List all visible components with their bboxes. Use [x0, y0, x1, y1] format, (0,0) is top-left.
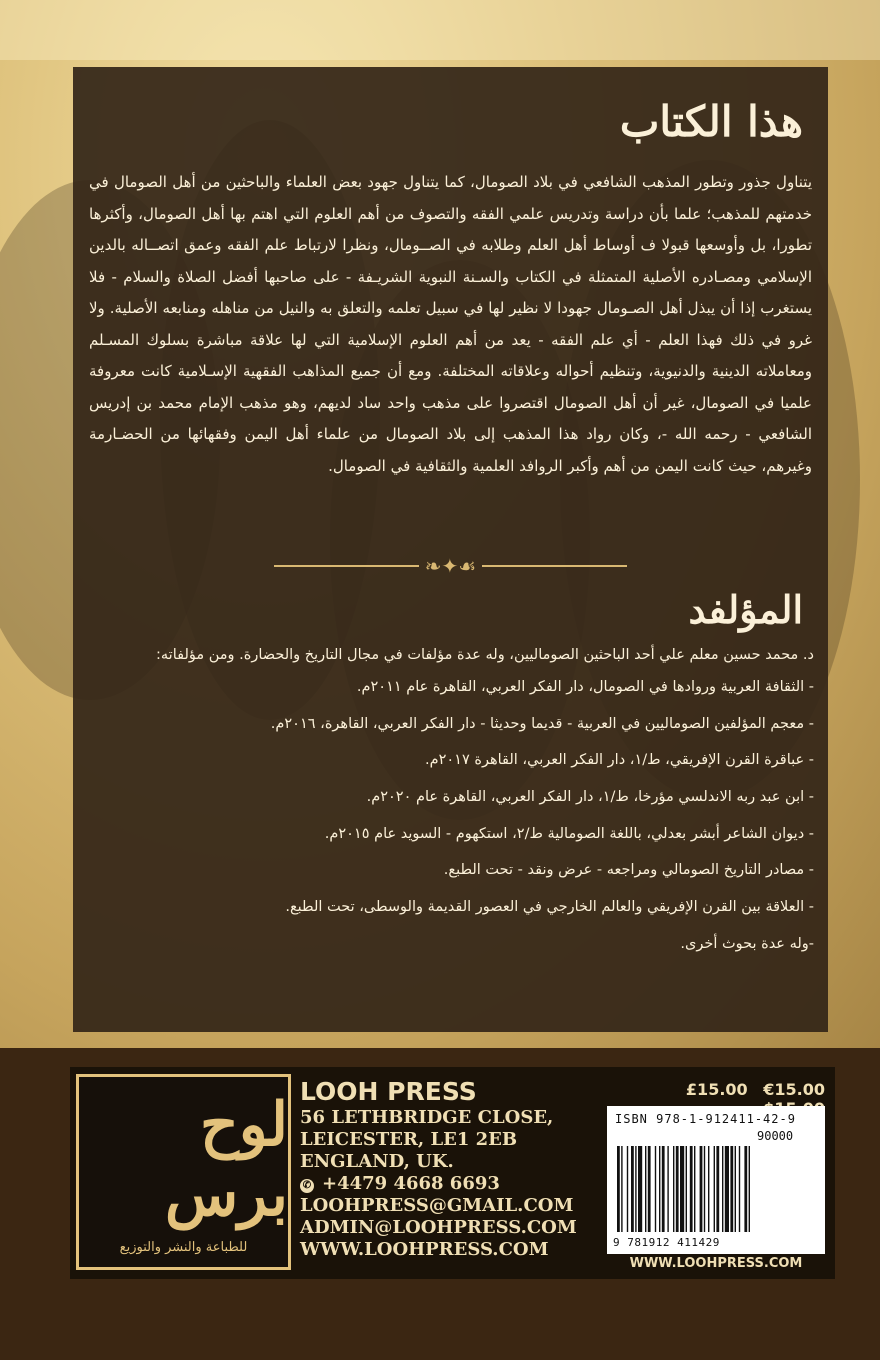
logo-tagline: للطباعة والنشر والتوزيع: [119, 1239, 248, 1255]
barcode-digits: 9 781912 411429: [613, 1236, 720, 1249]
address-line: LEICESTER, LE1 2EB: [300, 1129, 518, 1150]
author-work-item: -وله عدة بحوث أخرى.: [680, 935, 814, 952]
barcode-bar: [716, 1146, 719, 1232]
barcode-bar: [722, 1146, 723, 1232]
barcode-bar: [645, 1146, 646, 1232]
barcode-bar: [735, 1146, 736, 1232]
email-link[interactable]: LOOHPRESS@GMAIL.COM: [300, 1195, 574, 1216]
barcode-bar: [627, 1146, 628, 1232]
ornamental-divider: [73, 555, 828, 577]
barcode-bar: [635, 1146, 636, 1232]
author-intro: د. محمد حسين معلم علي أحد الباحثين الصوماليين، وله عدة مؤلفات في مجال التاريخ والحضارة. ومن مؤلفاته:: [156, 647, 814, 663]
author-works-list: [87, 677, 814, 971]
barcode-bar: [694, 1146, 695, 1232]
barcode-bar: [730, 1146, 733, 1232]
divider-line: [482, 565, 627, 567]
author-work-item: - مصادر التاريخ الصومالي ومراجعه - عرض ونقد - تحت الطبع.: [443, 862, 814, 879]
barcode-bar: [662, 1146, 665, 1232]
barcode-bar: [739, 1146, 740, 1232]
barcode-bar: [631, 1146, 634, 1232]
barcode-bar: [704, 1146, 705, 1232]
publisher-name: LOOH PRESS: [300, 1077, 477, 1106]
barcode-bar: [655, 1146, 656, 1232]
price-eur: €15.00: [763, 1080, 825, 1099]
price-gbp: £15.00: [685, 1080, 748, 1099]
barcode-bar: [648, 1146, 651, 1232]
whatsapp-icon: ✆: [300, 1179, 314, 1193]
author-work-item: - العلاقة بين القرن الإفريقي والعالم الخارجي في العصور القديمة والوسطى، تحت الطبع.: [285, 899, 814, 916]
barcode-bar: [667, 1146, 668, 1232]
barcode-bar: [621, 1146, 622, 1232]
phone-line: [300, 1173, 577, 1195]
barcode-addon: 90000: [757, 1129, 794, 1143]
barcode-bar: [659, 1146, 660, 1232]
barcode-bar: [744, 1146, 747, 1232]
barcode-bar: [673, 1146, 674, 1232]
barcode-bars: [613, 1146, 819, 1234]
address-line: 56 LETHBRIDGE CLOSE,: [300, 1107, 554, 1128]
barcode-bar: [676, 1146, 679, 1232]
barcode-bar: [638, 1146, 642, 1232]
description-panel: [73, 67, 828, 1032]
barcode-bar: [749, 1146, 750, 1232]
about-book-heading: هذا الكتاب: [619, 97, 803, 146]
author-work-item: - ديوان الشاعر أبشر بعدلي، باللغة الصومالية ط/٢، استكهوم - السويد عام ٢٠١٥م.: [324, 825, 814, 842]
footer-website[interactable]: WWW.LOOHPRESS.COM: [629, 1256, 803, 1271]
address-line: ENGLAND, UK.: [300, 1151, 454, 1172]
barcode-bar: [680, 1146, 684, 1232]
isbn-barcode: [607, 1106, 825, 1254]
publisher-logo: [76, 1074, 291, 1270]
barcode-bar: [700, 1146, 703, 1232]
author-work-item: - معجم المؤلفين الصوماليين في العربية - قديما وحديثا - دار الفكر العربي، القاهرة، ٢٠١٦م.: [270, 715, 814, 732]
logo-calligraphy: لوح برس: [164, 1089, 288, 1230]
isbn-label: ISBN 978-1-912411-42-9: [615, 1112, 796, 1126]
phone-number: +4479 4668 6693: [322, 1173, 500, 1194]
divider-line: [274, 565, 419, 567]
barcode-bar: [690, 1146, 693, 1232]
barcode-bar: [714, 1146, 715, 1232]
website-link[interactable]: WWW.LOOHPRESS.COM: [300, 1239, 549, 1260]
barcode-bar: [617, 1146, 620, 1232]
barcode-bar: [686, 1146, 687, 1232]
barcode-bar: [725, 1146, 729, 1232]
author-work-item: - عباقرة القرن الإفريقي، ط/١، دار الفكر العربي، القاهرة ٢٠١٧م.: [425, 752, 814, 769]
email-link[interactable]: ADMIN@LOOHPRESS.COM: [300, 1217, 577, 1238]
about-book-body: يتناول جذور وتطور المذهب الشافعي في بلاد الصومال، كما يتناول جهود بعض العلماء والباحثين من أهل الصومال في خدمتهم للمذهب؛ علما بأن دراسة وتدريس علمي الفقه والتصوف من أهم العلوم التي اهتم بها أهل الصومال، وأكثرها تطورا، بل وأوسعها قبولا ف أوساط أهل العلم وطلابه في الصــومال، ونظرا لارتباط علم الفقه وعمق اتصــاله بالدين الإسلامي ومصـادره الأصلية المتمثلة في الكتاب والسـنة النبوية الشريـفة - على صاحبها أفضل الصلاة والسلام - فلا يستغرب إذا أن يبذل أهل الصـومال جهودا لا نظير لها في سبيل تعلمه والتعلق به والنيل من مناهله ومنابعه الأصلية. ولا غرو في ذلك فهذا العلم - أي علم الفقه - يعد من أهم العلوم الإسلامية التي لها علاقة مباشرة بسلوك المسـلم ومعاملاته الدينية والدنيوية، وتنظيم أحواله وعلاقاته المختلفة. ومع أن جميع المذاهب الفقهية الإسـلامية كانت معروفة علميا في الصومال، غير أن أهل الصومال اقتصروا على مذهب واحد ساد لديهم، وهو مذهب الإمام محمد بن إدريس الشافعي - رحمه الله -، وكان رواد هذا المذهب إلى بلاد الصومال من علماء أهل اليمن وفقهائها من الحضـارمة وغيرهم، حيث كانت اليمن من أهم وأكبر الروافد العلمية والثقافية في الصومال.: [89, 173, 812, 475]
author-heading: المؤلفد: [688, 587, 803, 632]
flourish-icon: ❧✦☙: [424, 554, 477, 578]
background-highlight: [0, 0, 880, 60]
publisher-contact: [300, 1077, 577, 1261]
barcode-bar: [708, 1146, 709, 1232]
author-work-item: - الثقافة العربية وروادها في الصومال، دار الفكر العربي، القاهرة عام ٢٠١١م.: [356, 679, 814, 695]
author-work-item: - ابن عبد ربه الاندلسي مؤرخا، ط/١، دار الفكر العربي، القاهرة عام ٢٠٢٠م.: [366, 789, 814, 806]
